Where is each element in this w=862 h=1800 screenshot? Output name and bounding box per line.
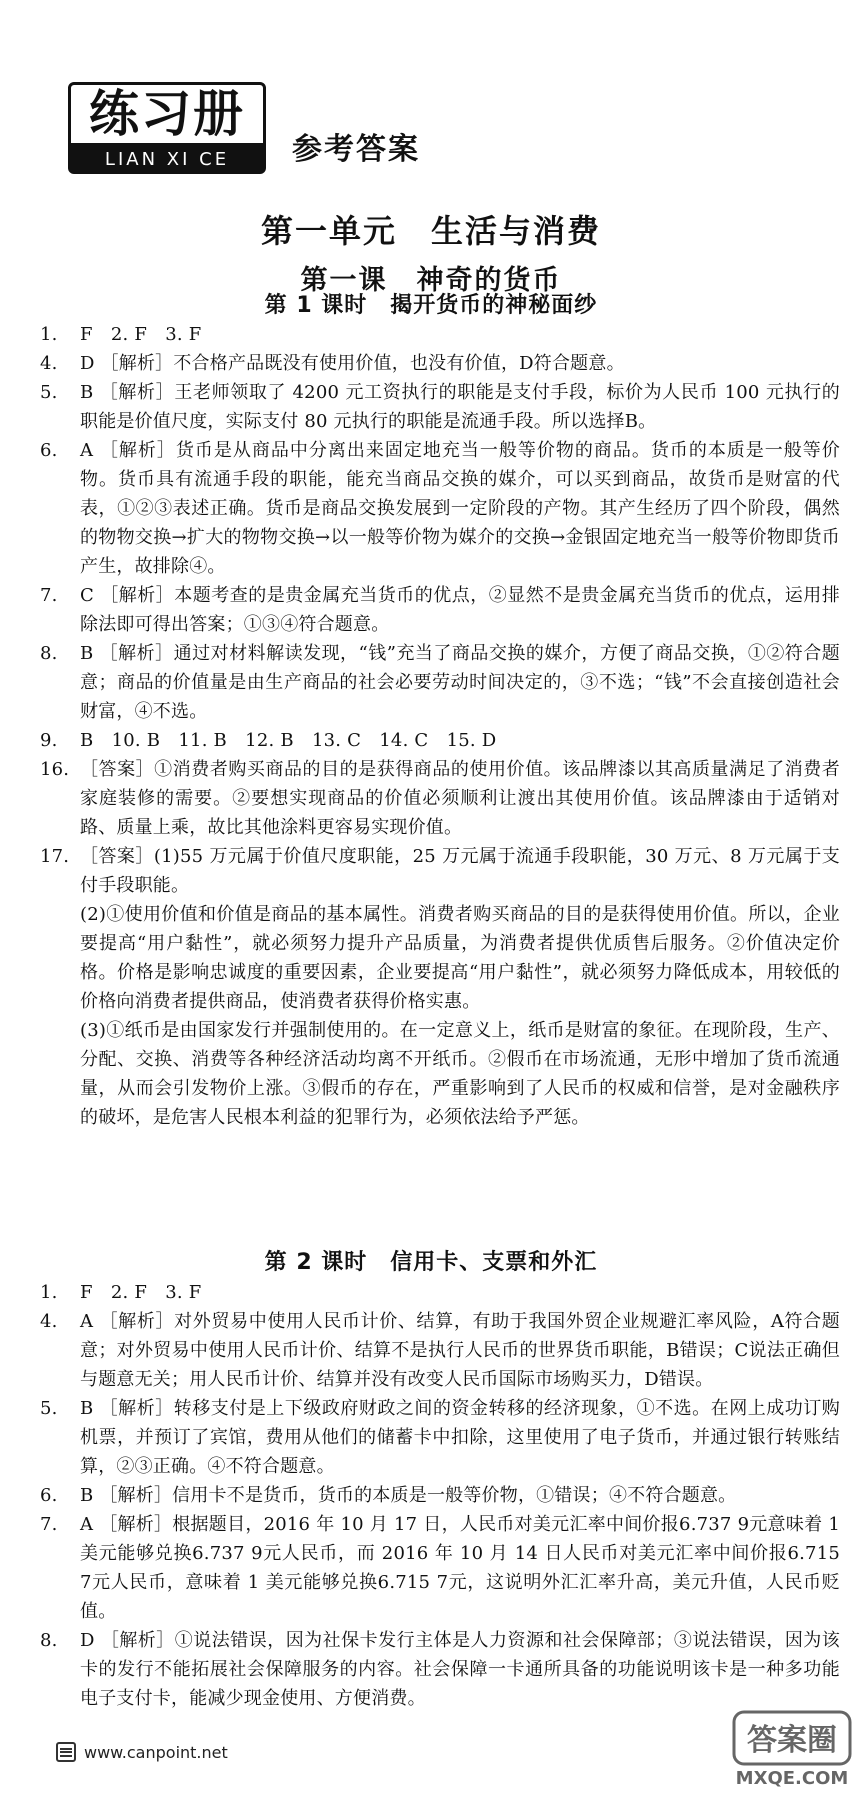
answer-number: 5. (40, 1398, 58, 1419)
answer-item (40, 1481, 840, 1510)
answer-number: 6. (40, 1485, 58, 1506)
logo-sub-text: LIAN XI CE (68, 146, 266, 174)
logo-main-text: 练习册 (68, 82, 266, 146)
answer-text: A ［解析］对外贸易中使用人民币计价、结算，有助于我国外贸企业规避汇率风险，A符合题意；对外贸易中使用人民币计价、结算不是执行人民币的世界货币职能，B错误；C说法正确但与题意无关；用人民币计价、结算并没有改变人民币国际市场购买力，D错误。 (80, 1311, 840, 1390)
watermark-top-text: 答案圈 (747, 1723, 837, 1758)
answer-text: B ［解析］通过对材料解读发现，“钱”充当了商品交换的媒介，方便了商品交换，①②符合题意；商品的价值量是由生产商品的社会必要劳动时间决定的，③不选；“钱”不会直接创造社会财富，④不选。 (80, 643, 840, 722)
answer-text: B ［解析］王老师领取了 4200 元工资执行的职能是支付手段，标价为人民币 100 元执行的职能是价值尺度，实际支付 80 元执行的职能是流通手段。所以选择B。 (80, 382, 840, 432)
answer-number: 7. (40, 1514, 58, 1535)
answer-number: 9. (40, 730, 58, 751)
answer-number: 8. (40, 643, 58, 664)
answer-number: 5. (40, 382, 58, 403)
answer-number: 7. (40, 585, 58, 606)
answer-item (40, 1510, 840, 1626)
watermark-bottom-text: MXQE.COM (735, 1768, 849, 1789)
page-title: 参考答案 (292, 132, 420, 167)
answer-text: B 10. B 11. B 12. B 13. C 14. C 15. D (80, 730, 497, 751)
answer-text: A ［解析］根据题目，2016 年 10 月 17 日，人民币对美元汇率中间价报6.737 9元意味着 1 美元能够兑换6.737 9元人民币，而 2016 年 10 月 14 日人民币对美元汇率中间价报6.715 7元人民币，意味着 1 美元能够兑换6.715 7元，这说明外汇汇率升高，美元升值，人民币贬值。 (80, 1514, 840, 1622)
book-icon (56, 1742, 76, 1762)
answer-number: 1. (40, 1282, 58, 1303)
answer-item (40, 1626, 840, 1713)
answer-item (40, 1278, 840, 1307)
answer-text: A ［解析］货币是从商品中分离出来固定地充当一般等价物的商品。货币的本质是一般等价物。货币具有流通手段的职能，能充当商品交换的媒介，可以买到商品，故货币是财富的代表，①②③表述正确。货币是商品交换发展到一定阶段的产物。其产生经历了四个阶段，偶然的物物交换→扩大的物物交换→以一般等价物为媒介的交换→金银固定地充当一般等价物即货币产生，故排除④。 (80, 440, 840, 577)
footer-url: www.canpoint.net (84, 1742, 228, 1762)
answer-text: D ［解析］不合格产品既没有使用价值，也没有价值，D符合题意。 (80, 353, 625, 374)
answer-item (40, 320, 840, 349)
answer-item (40, 1394, 840, 1481)
section-1-answers (40, 320, 840, 1132)
answer-item (40, 581, 840, 639)
section-2-answers (40, 1278, 840, 1713)
answer-text: F 2. F 3. F (80, 324, 202, 345)
answer-item (40, 1307, 840, 1394)
answer-number: 6. (40, 440, 58, 461)
answer-paragraph: (3)①纸币是由国家发行并强制使用的。在一定意义上，纸币是财富的象征。在现阶段，生产、分配、交换、消费等各种经济活动均离不开纸币。②假币在市场流通，无形中增加了货币流通量，从而会引发物价上涨。③假币的存在，严重影响到了人民币的权威和信誉，是对金融秩序的破坏，是危害人民根本利益的犯罪行为，必须依法给予严惩。 (80, 1020, 840, 1128)
answer-item (40, 378, 840, 436)
section-title-1: 第 1 课时 揭开货币的神秘面纱 (264, 293, 598, 318)
answer-text: C ［解析］本题考查的是贵金属充当货币的优点，②显然不是贵金属充当货币的优点，运用排除法即可得出答案；①③④符合题意。 (80, 585, 840, 635)
answer-paragraph: (2)①使用价值和价值是商品的基本属性。消费者购买商品的目的是获得使用价值。所以，企业要提高“用户黏性”，就必须努力提升产品质量，为消费者提供优质售后服务。②价值决定价格。价格是影响忠诚度的重要因素，企业要提高“用户黏性”，就必须努力降低成本，用较低的价格向消费者提供商品，使消费者获得价格实惠。 (80, 904, 840, 1012)
section-title-2: 第 2 课时 信用卡、支票和外汇 (264, 1250, 598, 1275)
answer-number: 8. (40, 1630, 58, 1651)
watermark-logo (732, 1710, 852, 1790)
page-footer (56, 1742, 228, 1762)
lesson-title: 第一课 神奇的货币 (300, 265, 562, 296)
answer-item (40, 726, 840, 755)
answer-text: D ［解析］①说法错误，因为社保卡发行主体是人力资源和社会保障部；③说法错误，因为该卡的发行不能拓展社会保障服务的内容。社会保障一卡通所具备的功能说明该卡是一种多功能电子支付卡，能减少现金使用、方便消费。 (80, 1630, 840, 1709)
answer-number: 17. (40, 846, 70, 867)
workbook-logo (68, 82, 266, 174)
answer-item (40, 755, 840, 842)
answer-number: 16. (40, 759, 70, 780)
answer-item (40, 639, 840, 726)
unit-title: 第一单元 生活与消费 (260, 212, 601, 250)
answer-text: B ［解析］转移支付是上下级政府财政之间的资金转移的经济现象，①不选。在网上成功订购机票，并预订了宾馆，费用从他们的储蓄卡中扣除，这里使用了电子货币，并通过银行转账结算，②③正确。④不符合题意。 (80, 1398, 840, 1477)
answer-item (40, 349, 840, 378)
answer-text: F 2. F 3. F (80, 1282, 202, 1303)
answer-text: ［答案］(1)55 万元属于价值尺度职能，25 万元属于流通手段职能，30 万元、8 万元属于支付手段职能。 (80, 846, 840, 896)
answer-number: 1. (40, 324, 58, 345)
answer-number: 4. (40, 353, 58, 374)
answer-text: B ［解析］信用卡不是货币，货币的本质是一般等价物，①错误；④不符合题意。 (80, 1485, 737, 1506)
answer-item (40, 842, 840, 900)
answer-item (40, 436, 840, 581)
answer-number: 4. (40, 1311, 58, 1332)
answer-text: ［答案］①消费者购买商品的目的是获得商品的使用价值。该品牌漆以其高质量满足了消费者家庭装修的需要。②要想实现商品的价值必须顺利让渡出其使用价值。该品牌漆由于适销对路、质量上乘，故比其他涂料更容易实现价值。 (80, 759, 840, 838)
